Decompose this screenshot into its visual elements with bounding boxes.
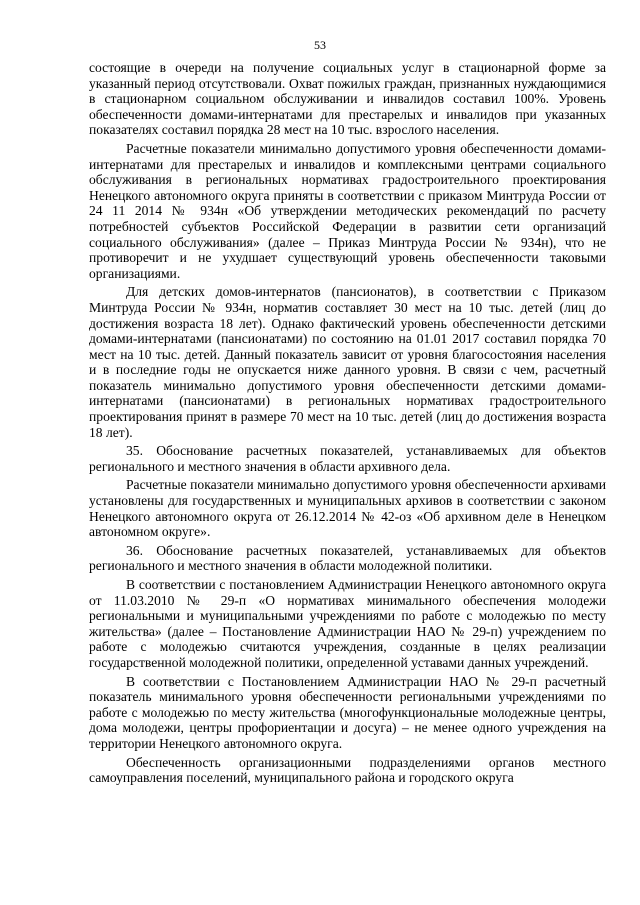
document-body <box>89 60 606 786</box>
paragraph-continuation: состоящие в очереди на получение социальных услуг в стационарной форме за указанный период отсутствовали. Охват пожилых граждан, признанных нуждающимися в стационарном социальном обслуживании и инвалидов составил 100%. Уровень обеспеченности домами-интернатами для престарелых и инвалидов при указанных показателях составил порядка 28 мест на 10 тыс. взрослого населения. <box>89 60 606 138</box>
section-heading-youth-policy: 36. Обоснование расчетных показателей, устанавливаемых для объектов регионального и местного значения в области молодежной политики. <box>89 542 606 574</box>
section-heading-archives: 35. Обоснование расчетных показателей, устанавливаемых для объектов регионального и местного значения в области архивного дела. <box>89 443 606 474</box>
paragraph-archives: Расчетные показатели минимально допустимого уровня обеспеченности архивами установлены для государственных и муниципальных архивов в соответствии с законом Ненецкого автономного округа от 26.12.2014 № 42-оз «Об архивном деле в Ненецком автономном округе». <box>89 477 606 540</box>
paragraph-calculation-indicators: Расчетные показатели минимально допустимого уровня обеспеченности домами-интернатами для престарелых и инвалидов и комплексными центрами социального обслуживания в региональных нормативах градостроительного проектирования Ненецкого автономного округа приняты в соответствии с приказом Минтруда России от 24 11 2014 № 934н «Об утверждении методических рекомендаций по расчету потребностей субъектов Российской Федерации в развитии сети организаций социального обслуживания» (далее – Приказ Минтруда России № 934н), что не противоречит и не ухудшает существующий уровень обеспеченности таковыми организациями. <box>89 140 606 281</box>
paragraph-youth-resolution: В соответствии с постановлением Администрации Ненецкого автономного округа от 11.03.2010 № 29-п «О нормативах минимального обеспечения молодежи региональными и муниципальными учреждениями по работе с молодежью по месту жительства» (далее – Постановление Администрации НАО № 29-п) учреждением по работе с молодежью считаются учреждения, созданные в целях реализации государственной молодежной политики, определенной уставами данных учреждений. <box>89 577 606 670</box>
paragraph-local-government: Обеспеченность организационными подразделениями органов местного самоуправления поселений, муниципального района и городского округа <box>89 754 606 786</box>
paragraph-children-homes: Для детских домов-интернатов (пансионатов), в соответствии с Приказом Минтруда России № 934н, норматив составляет 30 мест на 10 тыс. детей (лиц до достижения возраста 18 лет). Однако фактический уровень обеспеченности детскими домами-интернатами (пансионатами) по состоянию на 01.01 2017 составил порядка 70 мест на 10 тыс. детей. Данный показатель зависит от уровня благосостояния населения и в последние годы не опускается ниже данного уровня. В связи с чем, расчетный показатель минимально допустимого уровня обеспеченности детскими домами-интернатами (пансионатами) в региональных нормативах градостроительного проектирования принят в размере 70 мест на 10 тыс. детей (лиц до достижения возраста 18 лет). <box>89 284 606 440</box>
paragraph-youth-indicator: В соответствии с Постановлением Администрации НАО № 29-п расчетный показатель минимального уровня обеспеченности региональными учреждениями по работе с молодежью по месту жительства (многофункциональные молодежные центры, дома молодежи, центры профориентации и досуга) – не менее одного учреждения на территории Ненецкого автономного округа. <box>89 673 606 751</box>
page-number: 53 <box>314 38 326 52</box>
